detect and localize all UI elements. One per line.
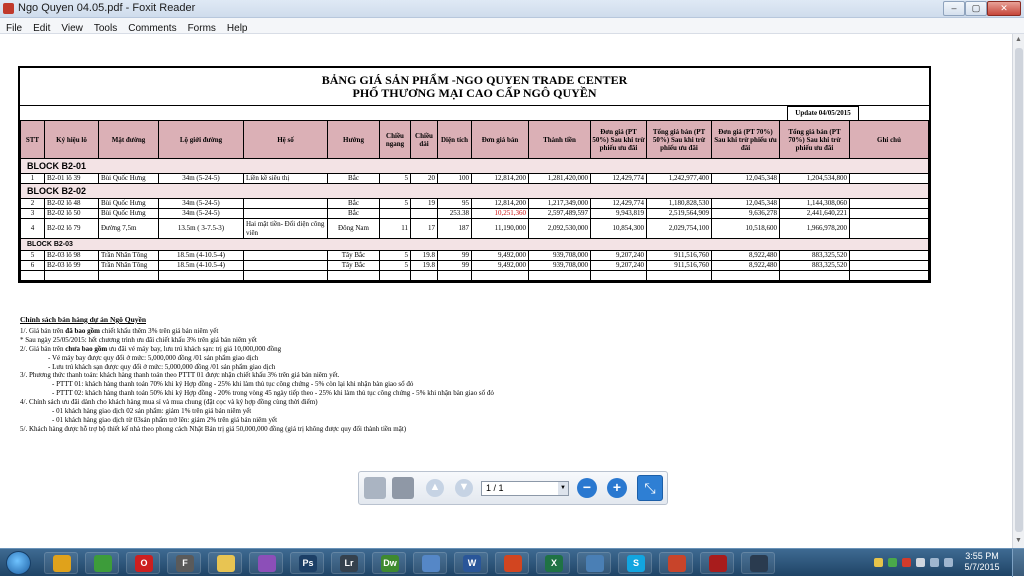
- menu-bar: [0, 18, 1024, 34]
- menu-tools[interactable]: Tools: [93, 23, 118, 34]
- table-cell: 8,922,480: [712, 261, 780, 271]
- menu-comments[interactable]: Comments: [128, 23, 177, 34]
- note-2: [20, 345, 820, 354]
- menu-edit[interactable]: Edit: [33, 23, 51, 34]
- table-cell: 10,251,360: [472, 209, 529, 219]
- table-cell: 939,708,000: [529, 261, 591, 271]
- table-cell: 19: [411, 199, 438, 209]
- taskbar-skype-button[interactable]: [618, 552, 652, 574]
- taskbar: [0, 548, 1024, 576]
- table-cell: 20: [411, 174, 438, 184]
- table-cell: 12,429,774: [591, 174, 647, 184]
- table-cell: 18.5m (4-10.5-4): [159, 261, 244, 271]
- table-cell: Liền kề siêu thị: [244, 174, 328, 184]
- taskbar-word-button[interactable]: [454, 552, 488, 574]
- scroll-thumb[interactable]: [1015, 48, 1023, 532]
- table-cell: 3: [21, 209, 45, 219]
- table-row: [21, 261, 929, 271]
- table-cell: [850, 219, 929, 239]
- table-cell: [850, 199, 929, 209]
- policy-heading: Chính sách bán hàng dự án Ngô Quyền: [20, 315, 147, 324]
- excel-icon: X: [545, 555, 563, 572]
- photoshop-icon: Ps: [299, 555, 317, 572]
- table-row: [21, 174, 929, 184]
- virtualbox-icon: [422, 555, 440, 572]
- update-row: [20, 106, 929, 120]
- taskbar-network-button[interactable]: [577, 552, 611, 574]
- table-cell: 9,492,000: [472, 251, 529, 261]
- empty-cell: [712, 271, 780, 281]
- empty-cell: [99, 271, 159, 281]
- column-header: Đơn giá (PT 50%) Sau khi trừ phiếu ưu đãi: [591, 121, 647, 159]
- table-cell: 9,636,278: [712, 209, 780, 219]
- table-cell: Hai mặt tiền- Đối diện công viên: [244, 219, 328, 239]
- table-cell: 11,190,000: [472, 219, 529, 239]
- table-cell: Trần Nhân Tông: [99, 251, 159, 261]
- table-cell: 883,325,520: [780, 261, 850, 271]
- table-cell: 12,429,774: [591, 199, 647, 209]
- block-name: BLOCK B2-01: [21, 159, 929, 174]
- column-header: Chiều dài: [411, 121, 438, 159]
- taskbar-steam-button[interactable]: [741, 552, 775, 574]
- network-icon: [586, 555, 604, 572]
- steam-icon: [750, 555, 768, 572]
- table-cell: B2-03 lô 99: [45, 261, 99, 271]
- taskbar-excel-button[interactable]: [536, 552, 570, 574]
- note-1-text2: chiết khấu thêm 3% trên giá bán niêm yết: [99, 326, 219, 335]
- table-cell: [380, 209, 411, 219]
- table-cell: [850, 174, 929, 184]
- tray-icon-1[interactable]: [874, 558, 883, 567]
- empty-cell: [328, 271, 380, 281]
- taskbar-explorer-button[interactable]: [208, 552, 242, 574]
- table-cell: B2-02 lô 48: [45, 199, 99, 209]
- zoom-in-button[interactable]: +: [607, 478, 627, 498]
- save-icon[interactable]: [364, 477, 386, 499]
- table-cell: 34m (5-24-5): [159, 209, 244, 219]
- word-icon: W: [463, 555, 481, 572]
- table-cell: 1,144,308,060: [780, 199, 850, 209]
- column-header: Đơn giá (PT 70%) Sau khi trừ phiếu ưu đãi: [712, 121, 780, 159]
- table-cell: [850, 261, 929, 271]
- taskbar-app-red2-button[interactable]: [700, 552, 734, 574]
- table-cell: 12,814,200: [472, 174, 529, 184]
- taskbar-opera-button[interactable]: [126, 552, 160, 574]
- column-header: Ký hiệu lô: [45, 121, 99, 159]
- empty-cell: [45, 271, 99, 281]
- table-cell: B2-01 lô 39: [45, 174, 99, 184]
- table-cell: Bắc: [328, 209, 380, 219]
- table-cell: 9,492,000: [472, 261, 529, 271]
- empty-cell: [244, 271, 328, 281]
- taskbar-app-red-button[interactable]: [495, 552, 529, 574]
- table-row: [21, 251, 929, 261]
- note-5: 5/. Khách hàng được hỗ trợ bộ thiết kế nhà theo phong cách Nhật Bản trị giá 50,000,000 đồng (giá trị không được quy đổi thành tiền mặt): [20, 424, 407, 433]
- taskbar-dreamweaver-button[interactable]: [372, 552, 406, 574]
- tray-icon-2[interactable]: [888, 558, 897, 567]
- table-cell: [411, 209, 438, 219]
- table-cell: 95: [438, 199, 472, 209]
- note-3a: - PTTT 01: khách hàng thanh toán 70% khi ký Hợp đồng - 25% khi làm thủ tục công chứng - 5% còn lại khi nhận bàn giao sổ đỏ: [52, 380, 414, 389]
- column-header: Đơn giá bán: [472, 121, 529, 159]
- empty-cell: [21, 271, 45, 281]
- table-cell: 9,943,819: [591, 209, 647, 219]
- table-cell: Đông Nam: [328, 219, 380, 239]
- page-dropdown-icon[interactable]: ▼: [558, 482, 568, 495]
- menu-forms[interactable]: Forms: [187, 23, 216, 34]
- column-header: Ghi chú: [850, 121, 929, 159]
- note-1-bold: đã bao gồm: [65, 326, 100, 335]
- table-cell: 8,922,480: [712, 251, 780, 261]
- page-number-field[interactable]: [481, 481, 569, 496]
- table-cell: Tây Bắc: [328, 251, 380, 261]
- clock-date: 5/7/2015: [964, 562, 1000, 572]
- empty-cell: [472, 271, 529, 281]
- table-cell: 2,597,489,597: [529, 209, 591, 219]
- column-header: Chiều ngang: [380, 121, 411, 159]
- table-cell: 2: [21, 199, 45, 209]
- table-cell: B2-02 lô 50: [45, 209, 99, 219]
- table-title-line1: BẢNG GIÁ SẢN PHẨM -NGO QUYEN TRADE CENTER: [321, 73, 628, 87]
- lightroom-icon: Lr: [340, 555, 358, 572]
- window-title: Ngo Quyen 04.05.pdf - Foxit Reader: [18, 2, 196, 14]
- empty-cell: [780, 271, 850, 281]
- next-page-button[interactable]: ▼: [455, 479, 473, 497]
- table-cell: 1,966,978,200: [780, 219, 850, 239]
- table-cell: [244, 209, 328, 219]
- column-header: Lộ giới đường: [159, 121, 244, 159]
- picasa-icon: [258, 555, 276, 572]
- table-row: [21, 199, 929, 209]
- clock[interactable]: [957, 551, 1007, 573]
- taskbar-chrome2-button[interactable]: [85, 552, 119, 574]
- tray-icon-4[interactable]: [916, 558, 925, 567]
- table-cell: 1,204,534,800: [780, 174, 850, 184]
- empty-cell: [591, 271, 647, 281]
- data-table: [20, 120, 929, 281]
- table-cell: 12,045,348: [712, 174, 780, 184]
- taskbar-picasa-button[interactable]: [249, 552, 283, 574]
- column-header: Tổng giá bán (PT 70%) Sau khi trừ phiếu ưu đãi: [780, 121, 850, 159]
- empty-row: [21, 271, 929, 281]
- column-header: STT: [21, 121, 45, 159]
- empty-cell: [380, 271, 411, 281]
- table-cell: 1,180,828,530: [647, 199, 712, 209]
- previous-page-button[interactable]: ▲: [426, 479, 444, 497]
- table-cell: 19.8: [411, 261, 438, 271]
- table-cell: 19.8: [411, 251, 438, 261]
- price-table: [18, 66, 931, 283]
- scroll-up-icon[interactable]: ▲: [1015, 36, 1022, 43]
- table-cell: 9,207,240: [591, 251, 647, 261]
- app-red2-icon: [709, 555, 727, 572]
- note-4b: - 01 khách hàng giao dịch từ 03sản phẩm trở lên: giảm 2% trên giá bán niêm yết: [52, 415, 278, 424]
- taskbar-chrome-button[interactable]: [44, 552, 78, 574]
- table-cell: 911,516,760: [647, 261, 712, 271]
- pdf-app-icon: [668, 555, 686, 572]
- empty-cell: [850, 271, 929, 281]
- note-2-text: 2/. Giá bán trên: [20, 344, 66, 353]
- title-bar: [0, 0, 1024, 18]
- table-cell: 34m (5-24-5): [159, 199, 244, 209]
- policy-notes: [20, 316, 820, 434]
- table-cell: 2,092,530,000: [529, 219, 591, 239]
- note-2a: - Vé máy bay được quy đổi ở mức: 5,000,000 đồng /01 sản phẩm giao dịch: [48, 353, 259, 362]
- table-cell: 253.38: [438, 209, 472, 219]
- fit-page-button[interactable]: ⤡: [637, 475, 663, 501]
- column-header: Thành tiền: [529, 121, 591, 159]
- skype-icon: S: [627, 555, 645, 572]
- empty-cell: [529, 271, 591, 281]
- note-1-extra: * Sau ngày 25/05/2015: hết chương trình ưu đãi chiết khấu 3% trên giá bán niêm yết: [20, 335, 257, 344]
- chrome2-icon: [94, 555, 112, 572]
- empty-cell: [647, 271, 712, 281]
- note-3b: - PTTT 02: khách hàng thanh toán 50% khi ký Hợp đồng - 20% trong vòng 45 ngày tiếp theo - 25% khi làm thủ tục công chứng - 5% khi nhận bàn giao sổ đỏ: [52, 389, 494, 398]
- tray-icon-3[interactable]: [902, 558, 911, 567]
- empty-cell: [411, 271, 438, 281]
- scroll-down-icon[interactable]: ▼: [1015, 537, 1022, 544]
- note-2-bold: chưa bao gồm: [65, 344, 108, 353]
- floating-toolbar: [358, 471, 668, 505]
- table-cell: 939,708,000: [529, 251, 591, 261]
- table-cell: 99: [438, 251, 472, 261]
- app-red-icon: [504, 555, 522, 572]
- table-cell: Trần Nhân Tông: [99, 261, 159, 271]
- opera-icon: O: [135, 555, 153, 572]
- table-cell: 12,814,200: [472, 199, 529, 209]
- table-cell: 100: [438, 174, 472, 184]
- foxit-app-icon: [3, 3, 14, 14]
- table-cell: 5: [380, 199, 411, 209]
- taskbar-foxit-button[interactable]: [167, 552, 201, 574]
- table-cell: 13.5m ( 3-7.5-3): [159, 219, 244, 239]
- note-4a: - 01 khách hàng giao dịch 02 sản phẩm: giảm 1% trên giá bán niêm yết: [52, 407, 252, 416]
- block-name: BLOCK B2-02: [21, 184, 929, 199]
- taskbar-lightroom-button[interactable]: [331, 552, 365, 574]
- table-cell: 11: [380, 219, 411, 239]
- close-button[interactable]: ✕: [987, 1, 1021, 16]
- note-1: [20, 327, 820, 336]
- table-cell: 99: [438, 261, 472, 271]
- table-title: [20, 68, 929, 106]
- column-header: Diện tích: [438, 121, 472, 159]
- table-cell: Tây Bắc: [328, 261, 380, 271]
- table-cell: 2,029,754,100: [647, 219, 712, 239]
- zoom-out-button[interactable]: −: [577, 478, 597, 498]
- minimize-button[interactable]: ‒: [943, 1, 965, 16]
- vertical-scrollbar[interactable]: [1012, 34, 1024, 548]
- table-cell: 911,516,760: [647, 251, 712, 261]
- table-cell: [244, 261, 328, 271]
- page-number-value: 1 / 1: [486, 483, 504, 493]
- update-date: Update 04/05/2015: [787, 106, 859, 120]
- maximize-button[interactable]: ▢: [965, 1, 987, 16]
- show-desktop-button[interactable]: [1012, 549, 1024, 577]
- column-header: Mặt đường: [99, 121, 159, 159]
- table-cell: [850, 251, 929, 261]
- note-2b: - Lưu trú khách sạn được quy đổi ở mức: 5,000,000 đồng /01 sản phẩm giao dịch: [48, 362, 276, 371]
- table-cell: 1,281,420,000: [529, 174, 591, 184]
- explorer-icon: [217, 555, 235, 572]
- note-2-text2: ưu đãi vé máy bay, lưu trú khách sạn: trị giá 10,000,000 đồng: [107, 344, 282, 353]
- table-cell: B2-02 lô 79: [45, 219, 99, 239]
- table-cell: 1,217,349,000: [529, 199, 591, 209]
- taskbar-photoshop-button[interactable]: [290, 552, 324, 574]
- column-header: Hệ số: [244, 121, 328, 159]
- table-cell: [244, 199, 328, 209]
- column-header: Hướng: [328, 121, 380, 159]
- chrome-icon: [53, 555, 71, 572]
- table-cell: 5: [380, 174, 411, 184]
- block-header-row: [21, 239, 929, 251]
- foxit-icon: F: [176, 555, 194, 572]
- table-cell: Đường 7,5m: [99, 219, 159, 239]
- print-icon[interactable]: [392, 477, 414, 499]
- table-cell: 12,045,348: [712, 199, 780, 209]
- table-header-row: [21, 121, 929, 159]
- network-icon[interactable]: [930, 558, 939, 567]
- table-row: [21, 209, 929, 219]
- table-cell: 1,242,977,400: [647, 174, 712, 184]
- table-row: [21, 219, 929, 239]
- volume-icon[interactable]: [944, 558, 953, 567]
- table-cell: 1: [21, 174, 45, 184]
- block-name: BLOCK B2-03: [21, 239, 929, 251]
- table-cell: [850, 209, 929, 219]
- block-header-row: [21, 184, 929, 199]
- table-cell: B2-03 lô 98: [45, 251, 99, 261]
- menu-view[interactable]: View: [61, 23, 83, 34]
- table-cell: 883,325,520: [780, 251, 850, 261]
- empty-cell: [438, 271, 472, 281]
- table-cell: Bắc: [328, 174, 380, 184]
- column-header: Tổng giá bán (PT 50%) Sau khi trừ phiếu ưu đãi: [647, 121, 712, 159]
- table-cell: 2,441,640,221: [780, 209, 850, 219]
- table-cell: Bùi Quốc Hưng: [99, 209, 159, 219]
- table-cell: 10,854,300: [591, 219, 647, 239]
- clock-time: 3:55 PM: [965, 551, 999, 561]
- table-cell: 9,207,240: [591, 261, 647, 271]
- table-cell: 5: [380, 251, 411, 261]
- empty-cell: [159, 271, 244, 281]
- table-cell: [244, 251, 328, 261]
- taskbar-virtualbox-button[interactable]: [413, 552, 447, 574]
- table-cell: Bắc: [328, 199, 380, 209]
- dreamweaver-icon: Dw: [381, 555, 399, 572]
- note-4: 4/. Chính sách ưu đãi dành cho khách hàng mua sỉ và mua chung (đặt cọc và ký hợp đồng cùng thời điểm): [20, 398, 318, 407]
- table-title-line2: PHỐ THƯƠNG MẠI CAO CẤP NGÔ QUYỀN: [352, 86, 597, 100]
- table-cell: 10,518,600: [712, 219, 780, 239]
- table-cell: 17: [411, 219, 438, 239]
- table-cell: 5: [21, 251, 45, 261]
- note-3: 3/. Phương thức thanh toán: khách hàng thanh toán theo PTTT 01 được nhận chiết khấu 3% trên giá bán niêm yết.: [20, 371, 340, 380]
- table-cell: 2,519,564,909: [647, 209, 712, 219]
- table-cell: Bùi Quốc Hưng: [99, 174, 159, 184]
- table-cell: 5: [380, 261, 411, 271]
- note-1-text: 1/. Giá bán trên: [20, 326, 66, 335]
- taskbar-pdf-app-button[interactable]: [659, 552, 693, 574]
- menu-file[interactable]: File: [6, 23, 23, 34]
- table-cell: 4: [21, 219, 45, 239]
- table-cell: 34m (5-24-5): [159, 174, 244, 184]
- start-button[interactable]: [6, 551, 31, 575]
- table-cell: 6: [21, 261, 45, 271]
- table-cell: 187: [438, 219, 472, 239]
- block-header-row: [21, 159, 929, 174]
- table-cell: 18.5m (4-10.5-4): [159, 251, 244, 261]
- table-cell: Bùi Quốc Hưng: [99, 199, 159, 209]
- menu-help[interactable]: Help: [226, 23, 248, 34]
